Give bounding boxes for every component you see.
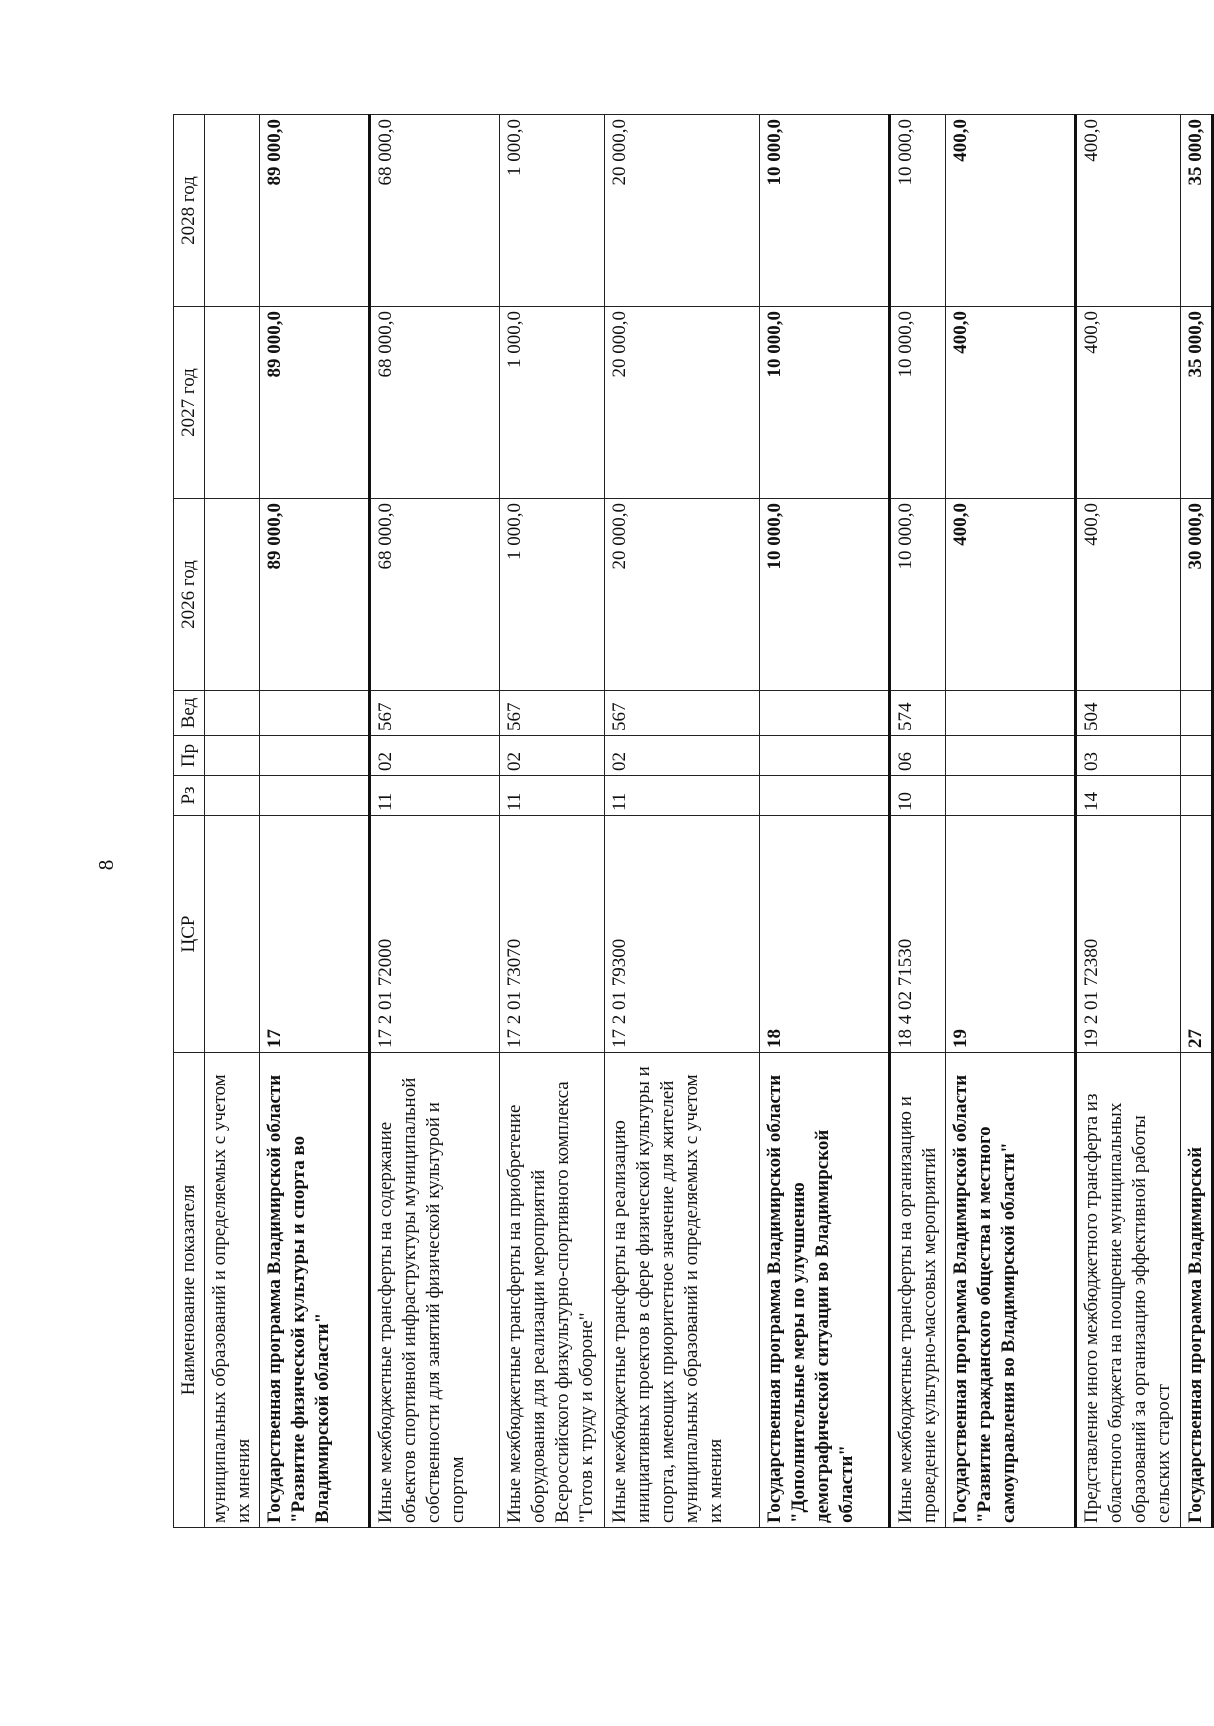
cell-2026: 10 000,0 — [890, 499, 946, 691]
cell-rz: 11 — [605, 776, 760, 816]
header-2026: 2026 год — [174, 499, 205, 691]
cell-ved — [205, 691, 260, 736]
cell-ved — [260, 691, 370, 736]
table-row — [605, 115, 760, 1528]
cell-ved — [946, 691, 1076, 736]
cell-csr: 27 — [1181, 816, 1213, 1053]
cell-ved: 504 — [1076, 691, 1181, 736]
cell-pr: 03 — [1076, 736, 1181, 776]
cell-2027: 400,0 — [946, 307, 1076, 499]
page-number: 8 — [94, 859, 118, 871]
cell-2028: 89 000,0 — [260, 115, 370, 307]
cell-csr: 18 — [760, 816, 890, 1053]
cell-2027: 10 000,0 — [760, 307, 890, 499]
table-row — [946, 115, 1076, 1528]
cell-ved: 567 — [605, 691, 760, 736]
rotated-table-area — [173, 115, 1206, 1528]
cell-name: Государственная программа Владимирской — [1181, 1053, 1213, 1528]
cell-csr — [205, 816, 260, 1053]
table-row — [760, 115, 890, 1528]
budget-table — [173, 114, 1214, 1528]
cell-2026: 30 000,0 — [1181, 499, 1213, 691]
cell-2027: 68 000,0 — [370, 307, 500, 499]
table-row — [1076, 115, 1181, 1528]
cell-rz: 11 — [370, 776, 500, 816]
cell-2026: 10 000,0 — [760, 499, 890, 691]
cell-rz — [260, 776, 370, 816]
cell-pr — [260, 736, 370, 776]
cell-name: муниципальных образований и определяемых с учетом их мнения — [205, 1053, 260, 1528]
cell-2028: 35 000,0 — [1181, 115, 1213, 307]
cell-ved — [1181, 691, 1213, 736]
header-rz: Рз — [174, 776, 205, 816]
cell-2028: 400,0 — [1076, 115, 1181, 307]
cell-rz — [1181, 776, 1213, 816]
cell-pr — [760, 736, 890, 776]
header-2027: 2027 год — [174, 307, 205, 499]
cell-2028: 10 000,0 — [890, 115, 946, 307]
cell-csr: 17 2 01 72000 — [370, 816, 500, 1053]
cell-csr: 19 2 01 72380 — [1076, 816, 1181, 1053]
cell-ved — [760, 691, 890, 736]
table-row — [205, 115, 260, 1528]
header-ved: Вед — [174, 691, 205, 736]
cell-2028: 20 000,0 — [605, 115, 760, 307]
cell-ved: 567 — [370, 691, 500, 736]
cell-2027: 10 000,0 — [890, 307, 946, 499]
cell-2026: 1 000,0 — [500, 499, 605, 691]
cell-rz: 11 — [500, 776, 605, 816]
header-csr: ЦСР — [174, 816, 205, 1053]
cell-csr: 19 — [946, 816, 1076, 1053]
cell-csr: 17 — [260, 816, 370, 1053]
cell-pr: 02 — [370, 736, 500, 776]
cell-2026: 89 000,0 — [260, 499, 370, 691]
cell-name: Иные межбюджетные трансферты на организацию и проведение культурно-массовых мероприятий — [890, 1053, 946, 1528]
table-row — [370, 115, 500, 1528]
header-pr: Пр — [174, 736, 205, 776]
cell-ved: 567 — [500, 691, 605, 736]
cell-2027: 1 000,0 — [500, 307, 605, 499]
cell-2028: 400,0 — [946, 115, 1076, 307]
cell-2028 — [205, 115, 260, 307]
cell-2026: 400,0 — [1076, 499, 1181, 691]
cell-2026: 20 000,0 — [605, 499, 760, 691]
cell-name: Иные межбюджетные трансферты на приобретение оборудования для реализации мероприятий Всероссийского физкультурно-спортивного комплекса "Готов к труду и обороне" — [500, 1053, 605, 1528]
header-2028: 2028 год — [174, 115, 205, 307]
table-body — [205, 115, 1213, 1528]
cell-2027 — [205, 307, 260, 499]
cell-pr — [205, 736, 260, 776]
cell-2028: 68 000,0 — [370, 115, 500, 307]
cell-csr: 17 2 01 73070 — [500, 816, 605, 1053]
cell-name: Представление иного межбюджетного трансферта из областного бюджета на поощрение муниципальных образований за организацию эффективной работы сельских старост — [1076, 1053, 1181, 1528]
cell-2026 — [205, 499, 260, 691]
cell-rz: 10 — [890, 776, 946, 816]
cell-pr — [1181, 736, 1213, 776]
cell-2026: 400,0 — [946, 499, 1076, 691]
cell-csr: 18 4 02 71530 — [890, 816, 946, 1053]
cell-rz — [946, 776, 1076, 816]
cell-name: Государственная программа Владимирской области "Развитие физической культуры и спорта во Владимирской области" — [260, 1053, 370, 1528]
table-row — [260, 115, 370, 1528]
cell-pr: 06 — [890, 736, 946, 776]
table-header-row — [174, 115, 205, 1528]
cell-2028: 1 000,0 — [500, 115, 605, 307]
cell-2026: 68 000,0 — [370, 499, 500, 691]
cell-2027: 20 000,0 — [605, 307, 760, 499]
cell-rz — [205, 776, 260, 816]
cell-name: Государственная программа Владимирской области "Дополнительные меры по улучшению демографической ситуации во Владимирской области" — [760, 1053, 890, 1528]
cell-ved: 574 — [890, 691, 946, 736]
table-row — [1181, 115, 1213, 1528]
cell-name: Иные межбюджетные трансферты на реализацию инициативных проектов в сфере физической культуры и спорта, имеющих приоритетное значение для жителей муниципальных образований и определяемых с учетом их мнения — [605, 1053, 760, 1528]
cell-pr — [946, 736, 1076, 776]
header-name: Наименование показателя — [174, 1053, 205, 1528]
cell-2027: 35 000,0 — [1181, 307, 1213, 499]
cell-pr: 02 — [605, 736, 760, 776]
cell-rz: 14 — [1076, 776, 1181, 816]
cell-2027: 89 000,0 — [260, 307, 370, 499]
table-row — [500, 115, 605, 1528]
cell-name: Государственная программа Владимирской области "Развитие гражданского общества и местного самоуправления во Владимирской области" — [946, 1053, 1076, 1528]
cell-2027: 400,0 — [1076, 307, 1181, 499]
cell-pr: 02 — [500, 736, 605, 776]
cell-rz — [760, 776, 890, 816]
cell-name: Иные межбюджетные трансферты на содержание объектов спортивной инфраструктуры муниципальной собственности для занятий физической культурой и спортом — [370, 1053, 500, 1528]
cell-2028: 10 000,0 — [760, 115, 890, 307]
cell-csr: 17 2 01 79300 — [605, 816, 760, 1053]
table-row — [890, 115, 946, 1528]
